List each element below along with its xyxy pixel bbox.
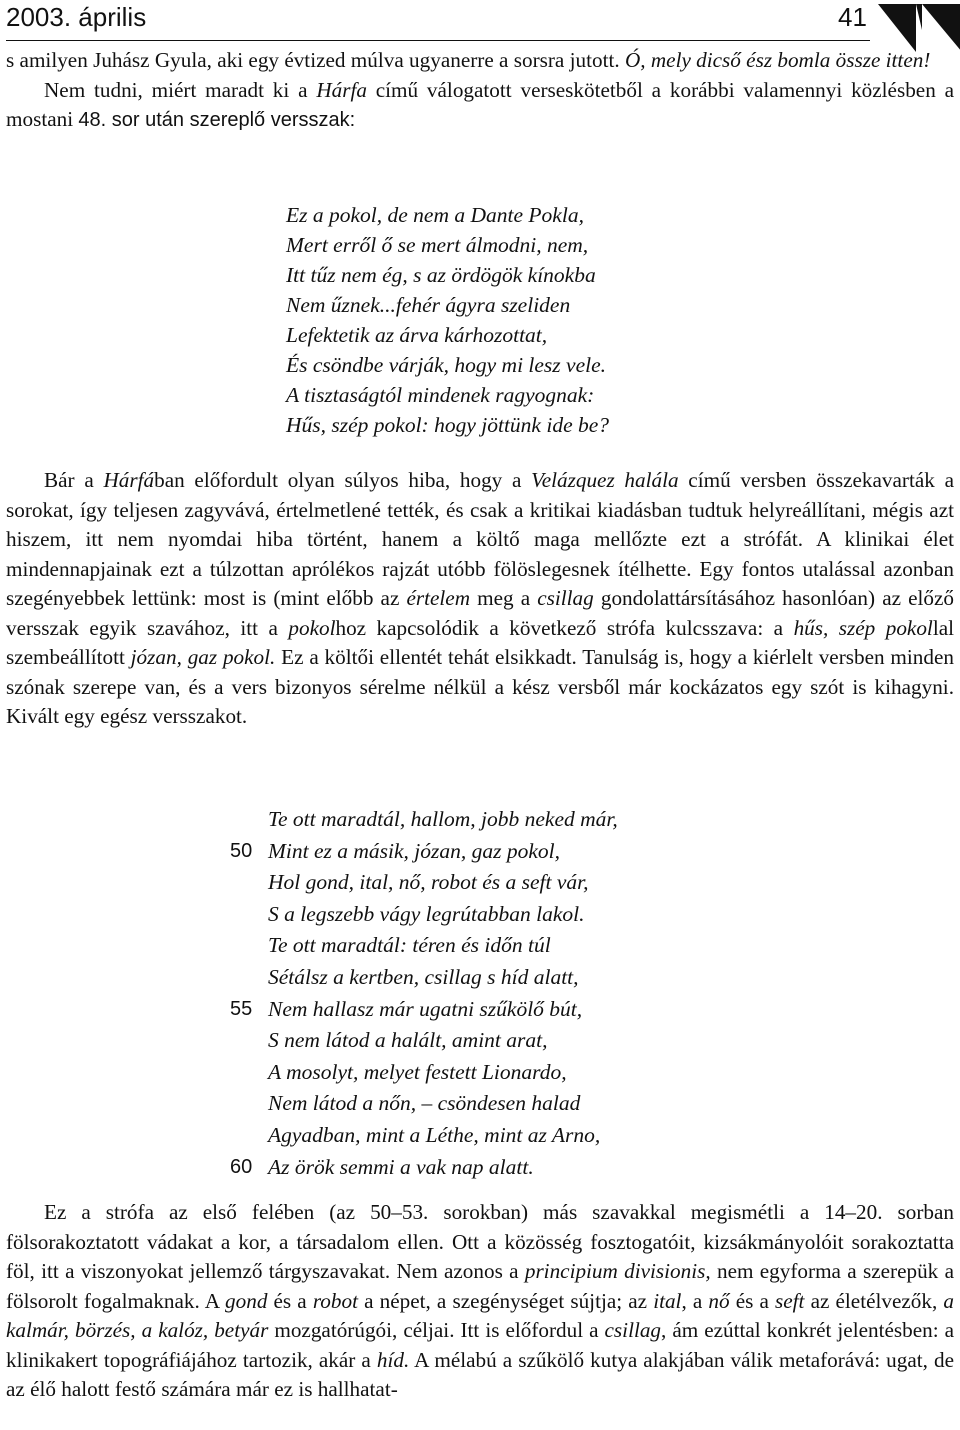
p3-t2: ban előfordult olyan súlyos hiba, hogy a xyxy=(154,468,532,492)
p4-t9: , ám ezúttal konkrét jelentésben: a klinikakert topográfiájához tartozik, akár a xyxy=(6,1318,954,1372)
para2-title-harfa: Hárfa xyxy=(316,77,367,102)
intro-text: s amilyen Juhász Gyula, aki egy évtized múlva ugyanerre a sorsra jutott. xyxy=(6,48,625,72)
poem-line-text: Nem hallasz már ugatni szűkölő bút, xyxy=(268,996,583,1021)
poem-line: Itt tűz nem ég, s az ördögök kínokba xyxy=(286,263,596,287)
para2-text-a: Nem tudni, miért maradt ki a xyxy=(44,77,317,102)
p3-t4: meg a xyxy=(470,586,538,610)
poem-line-text: Nem látod a nőn, – csöndesen halad xyxy=(268,1091,581,1116)
paragraph-closing xyxy=(6,1198,954,1405)
p4-t10: A mélabú a szűkölő kutya alakjában válik metaforává: ugat, de az élő halott festő számára már ez is hallhatat- xyxy=(6,1347,955,1401)
p3-t3: című versben összekavarták a sorokat, így teljesen zagyvává, értelmetlené tették, és csak a kritikai kiadásban tudtuk helyreállítani, mégis azt hiszem, itt nem nyomdai hiba történt, hanem a költő maga mellőzte ezt a strófát. A klinikai élet mindennapjainak ezt a túlzottan aprólékos rajzát utóbb fölöslegesnek ítélhette. Egy fontos utalással azonban szegényebbek lettünk: most is (mint előbb az xyxy=(6,468,954,610)
quoted-stanza xyxy=(286,200,609,440)
p3-i7: józan, gaz pokol. xyxy=(130,645,276,669)
line-number: 55 xyxy=(230,997,253,1020)
poem-line-text: A mosolyt, melyet festett Lionardo, xyxy=(268,1059,567,1084)
p3-t8: Ez a költői ellentét tehát elsikkadt. Tanulság is, hogy a kiérlelt versben minden szónak szerepe van, és a vers bizonyos sérelme nélkül a kész versből már kockázatos egy szót is kihagyni. Kivált egy egész versszakot. xyxy=(6,645,954,728)
poem-line: Nem űznek...fehér ágyra szeliden xyxy=(286,293,571,317)
p4-t7: az életélvezők, xyxy=(804,1288,944,1313)
poem-line-text: S a legszebb vágy legrútabban lakol. xyxy=(268,901,585,926)
p4-i5: nő xyxy=(708,1288,730,1313)
p4-i8: csillag xyxy=(604,1318,662,1342)
p4-t8: mozgatórúgói, céljai. Itt is előfordul a xyxy=(268,1318,605,1342)
poem-line: Lefektetik az árva kárhozottat, xyxy=(286,323,548,347)
p4-t3: és a xyxy=(267,1288,313,1313)
page-header xyxy=(6,0,954,42)
p3-t1: Bár a xyxy=(44,468,104,492)
poem-line-text: Mint ez a másik, józan, gaz pokol, xyxy=(268,838,561,863)
p4-i2: gond xyxy=(225,1288,268,1313)
paragraph-analysis xyxy=(6,466,954,732)
p4-i7: a kalmár, börzés, a kalóz, betyár xyxy=(6,1288,954,1342)
poem-line: És csöndbe várják, hogy mi lesz vele. xyxy=(286,353,607,377)
poem-line: A tisztaságtól mindenek ragyognak: xyxy=(286,383,595,407)
p4-t1: Ez a strófa az első felében (az 50–53. sorokban) más szavakkal megismétli a 14–20. sorban fölsorakoztatott vádakat a kor, a társadalom ellen. Ott a közösség fosztogatóit, kizsákmányolóit sorakoztatta föl, itt a viszonyokat jellemző tárgyszavakat. Nem azonos a xyxy=(6,1200,954,1283)
paragraph-intro xyxy=(6,46,954,136)
page-number: 41 xyxy=(838,2,867,32)
p3-i4: csillag xyxy=(537,586,594,610)
poem-line-text: Az örök semmi a vak nap alatt. xyxy=(268,1154,534,1179)
para2-text-d: 48. sor után szereplő versszak: xyxy=(78,109,356,131)
p4-t6: és a xyxy=(729,1288,776,1313)
intro-quote: Ó, mely dicső ész bomla össze itten! xyxy=(624,48,931,72)
p4-t2: nem egyforma a szerepük a fölsorolt fogalmaknak. A xyxy=(6,1259,954,1313)
p3-i1: Hárfá xyxy=(103,468,155,492)
line-number: 50 xyxy=(230,839,253,862)
journal-logo-icon xyxy=(878,4,960,52)
poem-line: Hűs, szép pokol: hogy jöttünk ide be? xyxy=(286,413,610,437)
poem-line: Mert erről ő se mert álmodni, nem, xyxy=(286,233,589,257)
p3-i2: Velázquez halála xyxy=(531,468,679,492)
poem-line-text: Hol gond, ital, nő, robot és a seft vár, xyxy=(268,870,589,895)
p3-i5: pokol xyxy=(288,615,336,640)
para2-text-c: című válogatott verseskötetből a korábbi valamennyi közlésben a mostani xyxy=(6,77,954,131)
p4-t5: , a xyxy=(681,1288,709,1313)
p4-i9: híd. xyxy=(376,1347,410,1372)
header-rule xyxy=(6,40,870,41)
poem-line-text: Te ott maradtál: téren és időn túl xyxy=(268,933,551,958)
p3-i3: értelem xyxy=(406,586,471,610)
p3-t7: lal szembeállított xyxy=(6,615,955,669)
poem-line-text: Agyadban, mint a Léthe, mint az Arno, xyxy=(268,1122,601,1147)
poem-line-text: Te ott maradtál, hallom, jobb neked már, xyxy=(268,807,618,831)
poem-line-text: S nem látod a halált, amint arat, xyxy=(268,1028,548,1053)
issue-date: 2003. április xyxy=(6,2,147,32)
poem-line-text: Sétálsz a kertben, csillag s híd alatt, xyxy=(268,964,579,989)
p4-i1: principium divisionis, xyxy=(524,1259,711,1283)
p4-i4: ital xyxy=(653,1288,682,1313)
poem-line: Ez a pokol, de nem a Dante Pokla, xyxy=(286,203,584,227)
p4-i6: seft xyxy=(775,1288,805,1313)
line-number: 60 xyxy=(230,1155,253,1178)
p4-t4: a népet, a szegénységet sújtja; az xyxy=(357,1288,654,1313)
p3-i6: hűs, szép pokol xyxy=(793,615,933,640)
p4-i3: robot xyxy=(312,1288,358,1313)
p3-t5: gondolattársításához hasonlóan) az előző versszak egyik szavához, itt a xyxy=(6,586,954,640)
p3-t6: hoz kapcsolódik a következő strófa kulcsszava: a xyxy=(335,615,794,640)
